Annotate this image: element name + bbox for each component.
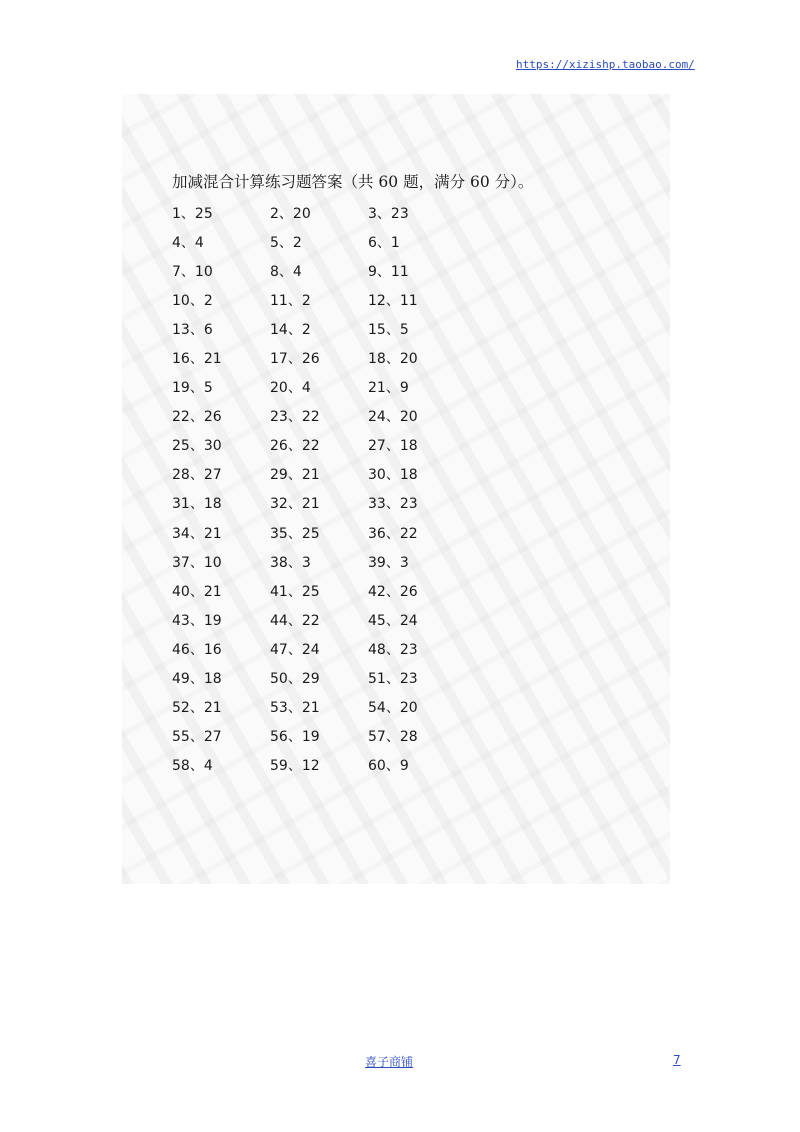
answer-item: 57、28 [368, 729, 418, 746]
answer-item: 33、23 [368, 496, 418, 513]
answer-item: 9、11 [368, 263, 409, 280]
answer-item: 21、9 [368, 380, 409, 397]
answer-item: 37、10 [172, 554, 222, 571]
answer-item: 8、4 [270, 263, 302, 280]
answer-item: 55、27 [172, 729, 222, 746]
answer-item: 40、21 [172, 583, 222, 600]
answer-item: 47、24 [270, 641, 320, 658]
answer-item: 22、26 [172, 409, 222, 426]
answer-row [172, 256, 472, 285]
answer-item: 52、21 [172, 700, 222, 717]
answer-row [172, 431, 472, 460]
answer-row [172, 518, 472, 547]
answer-item: 42、26 [368, 583, 418, 600]
answer-item: 53、21 [270, 700, 320, 717]
answer-row [172, 722, 472, 751]
answer-item: 17、26 [270, 351, 320, 368]
answer-item: 43、19 [172, 612, 222, 629]
answer-row [172, 373, 472, 402]
answer-item: 25、30 [172, 438, 222, 455]
answer-row [172, 547, 472, 576]
answer-item: 56、19 [270, 729, 320, 746]
answer-item: 15、5 [368, 321, 409, 338]
answer-item: 1、25 [172, 205, 213, 222]
answer-row [172, 198, 472, 227]
answer-item: 28、27 [172, 467, 222, 484]
answer-item: 41、25 [270, 583, 320, 600]
footer-shop-link[interactable]: 喜子商铺 [365, 1055, 414, 1069]
answer-row [172, 227, 472, 256]
answer-row [172, 751, 472, 780]
answer-item: 44、22 [270, 612, 320, 629]
answer-item: 5、2 [270, 234, 302, 251]
answer-item: 3、23 [368, 205, 409, 222]
answer-row [172, 460, 472, 489]
answer-item: 18、20 [368, 351, 418, 368]
answer-item: 35、25 [270, 525, 320, 542]
answer-item: 20、4 [270, 380, 311, 397]
answer-item: 45、24 [368, 612, 418, 629]
answer-grid [172, 198, 472, 780]
answer-item: 38、3 [270, 554, 311, 571]
answer-item: 59、12 [270, 758, 320, 775]
answer-item: 24、20 [368, 409, 418, 426]
answer-item: 54、20 [368, 700, 418, 717]
answer-row [172, 634, 472, 663]
answer-item: 2、20 [270, 205, 311, 222]
answer-row [172, 402, 472, 431]
answer-row [172, 693, 472, 722]
answer-item: 12、11 [368, 292, 418, 309]
answer-item: 32、21 [270, 496, 320, 513]
answer-item: 46、16 [172, 641, 222, 658]
answer-item: 27、18 [368, 438, 418, 455]
answer-item: 11、2 [270, 292, 311, 309]
page-number[interactable]: 7 [673, 1053, 681, 1067]
answer-item: 10、2 [172, 292, 213, 309]
answer-item: 30、18 [368, 467, 418, 484]
answer-item: 16、21 [172, 351, 222, 368]
answer-item: 7、10 [172, 263, 213, 280]
answer-row [172, 605, 472, 634]
answer-item: 34、21 [172, 525, 222, 542]
answer-item: 26、22 [270, 438, 320, 455]
answer-row [172, 576, 472, 605]
answer-item: 58、4 [172, 758, 213, 775]
answer-item: 13、6 [172, 321, 213, 338]
answer-row [172, 664, 472, 693]
answer-item: 14、2 [270, 321, 311, 338]
answer-item: 31、18 [172, 496, 222, 513]
page-title: 加减混合计算练习题答案（共 60 题，满分 60 分）。 [172, 173, 534, 191]
answer-row [172, 285, 472, 314]
answer-row [172, 489, 472, 518]
answer-item: 49、18 [172, 671, 222, 688]
answer-row [172, 343, 472, 372]
answer-item: 51、23 [368, 671, 418, 688]
answer-item: 29、21 [270, 467, 320, 484]
answer-row [172, 314, 472, 343]
answer-item: 23、22 [270, 409, 320, 426]
answer-item: 36、22 [368, 525, 418, 542]
header-url-link[interactable]: https://xizishp.taobao.com/ [516, 58, 695, 71]
answer-item: 48、23 [368, 641, 418, 658]
answer-item: 50、29 [270, 671, 320, 688]
answer-item: 6、1 [368, 234, 400, 251]
answer-item: 39、3 [368, 554, 409, 571]
answer-item: 19、5 [172, 380, 213, 397]
answer-item: 60、9 [368, 758, 409, 775]
answer-item: 4、4 [172, 234, 204, 251]
